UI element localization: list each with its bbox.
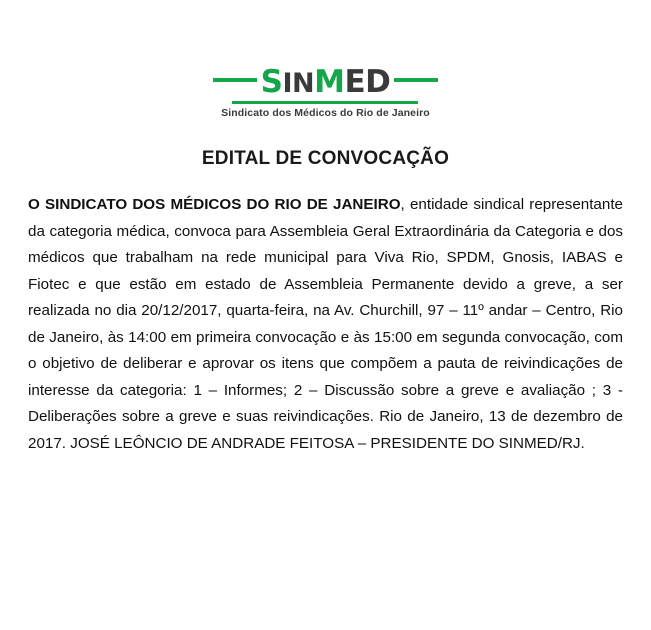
logo-underline-icon: [232, 101, 418, 104]
logo-wrapper: [213, 66, 439, 119]
logo-rule-right-icon: [394, 78, 438, 82]
logo-mark: [213, 66, 439, 100]
logo-rule-left-icon: [213, 78, 257, 82]
logo-letters-ed: ED: [344, 64, 391, 100]
logo-letters-in: IN: [282, 68, 315, 99]
logo-letter-m: M: [314, 64, 345, 100]
logo-subtitle: Sindicato dos Médicos do Rio de Janeiro: [221, 107, 430, 119]
logo-wordmark: [261, 66, 391, 100]
document-body-text: , entidade sindical representante da categoria médica, convoca para Assembleia Geral Extraordinária da Categoria e dos médicos que trabalham na rede municipal para Viva Rio, SPDM, Gnosis, IABAS e Fiotec e que estão em estado de Assembleia Permanente devido a greve, a ser realizada no dia 20/12/2017, quarta-feira, na Av. Churchill, 97 – 11º andar – Centro, Rio de Janeiro, às 14:00 em primeira convocação e às 15:00 em segunda convocação, com o objetivo de deliberar e aprovar os itens que compõem a pauta de reivindicações de interesse da categoria: 1 – Informes; 2 – Discussão sobre a greve e avaliação ; 3 - Deliberações sobre a greve e suas reivindicações. Rio de Janeiro, 13 de dezembro de 2017. JOSÉ LEÔNCIO DE ANDRADE FEITOSA – PRESIDENTE DO SINMED/RJ.: [28, 196, 623, 452]
document-body: [28, 192, 623, 457]
organization-logo: [0, 0, 651, 121]
document-lead: O SINDICATO DOS MÉDICOS DO RIO DE JANEIRO: [28, 196, 401, 213]
page-title: EDITAL DE CONVOCAÇÃO: [201, 148, 450, 169]
logo-letter-s: S: [260, 64, 283, 100]
